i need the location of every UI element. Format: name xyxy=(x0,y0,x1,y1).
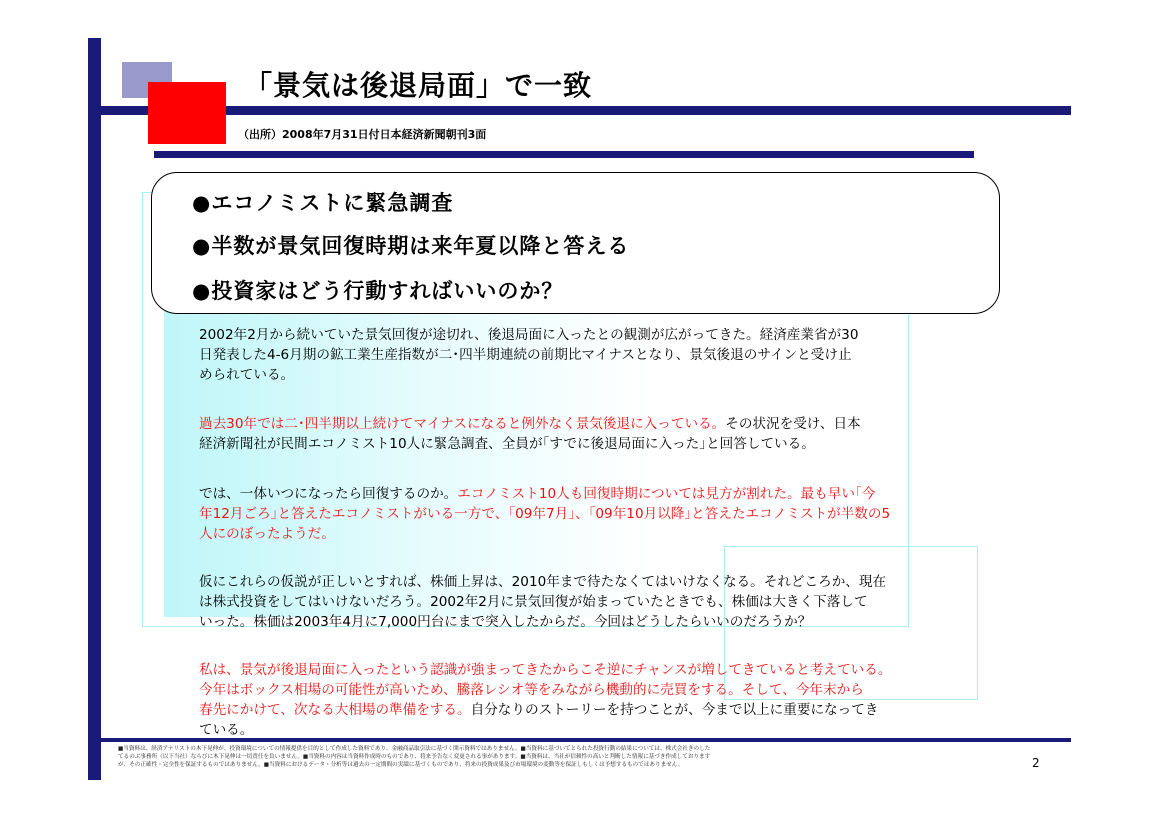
paragraph-3 xyxy=(199,484,969,544)
source-citation: （出所）2008年7月31日付日本経済新聞朝刊3面 xyxy=(238,128,487,141)
title-underline xyxy=(101,106,1071,115)
body-text: では、一体いつになったら回復するのか。 xyxy=(199,486,458,502)
left-accent-bar xyxy=(88,38,101,780)
paragraph-5 xyxy=(199,660,969,740)
paragraph-2 xyxy=(199,414,969,454)
disclaimer xyxy=(118,745,1008,769)
headline-item: ●エコノミストに緊急調査 xyxy=(192,191,454,215)
text-line: いった。株価は2003年4月に7,000円台にまで突入したからだ。今回はどうしたらいいのだろうか？ xyxy=(199,614,812,630)
text-line: 私は、景気が後退局面に入ったという認識が強まってきたからこそ逆にチャンスが増してきていると考えている。 xyxy=(199,662,892,678)
text-line: ている。 xyxy=(199,722,254,738)
disclaimer-line: てるのぶ事務所（以下当社）ならびに木下晃伸は一切責任を負いません。■当資料の内容は当資料作成時のものであり、将来予告なく変更される事があります。■当資料は、当社が信頼性の高いと判断した情報に基づき作成しております xyxy=(118,754,711,760)
body-text: その状況を受け、日本 xyxy=(725,416,861,432)
page-number: 2 xyxy=(1032,756,1040,770)
emphasis-text: 春先にかけて、次なる大相場の準備をする。 xyxy=(199,702,471,718)
text-line: 日発表した4-6月期の鉱工業生産指数が二･四半期連続の前期比マイナスとなり、景気後退のサインと受け止 xyxy=(199,347,852,363)
body-text: 自分なりのストーリーを持つことが、今まで以上に重要になってき xyxy=(470,702,879,718)
text-line: 年12月ごろ｣と答えたエコノミストがいる一方で、｢09年7月｣、｢09年10月以降｣と答えたエコノミストが半数の5 xyxy=(199,506,891,522)
paragraph-4 xyxy=(199,572,969,632)
disclaimer-line: が、その正確性・完全性を保証するものではありません。■当資料におけるデータ・分析等は過去の一定期間の実績に基づくものであり、将来の投資成果及び市場環境の変動等を保証しもしくは予想するものではありません。 xyxy=(118,762,684,768)
paragraph-1 xyxy=(199,325,969,385)
footer-line xyxy=(101,738,1071,742)
text-line xyxy=(199,414,969,434)
text-line: 仮にこれらの仮説が正しいとすれば、株価上昇は、2010年まで待たなくてはいけなくなる。それどころか、現在 xyxy=(199,574,887,590)
decor-square-red xyxy=(148,82,226,144)
text-line: は株式投資をしてはいけないだろう。2002年2月に景気回復が始まっていたときでも、株価は大きく下落して xyxy=(199,594,868,610)
text-line: 経済新聞社が民間エコノミスト10人に緊急調査、全員が｢すでに後退局面に入った｣と回答している。 xyxy=(199,436,815,452)
text-line xyxy=(199,484,969,504)
text-line: められている。 xyxy=(199,367,295,383)
emphasis-text: 過去30年では二･四半期以上続けてマイナスになると例外なく景気後退に入っている。 xyxy=(199,416,726,432)
text-line: 今年はボックス相場の可能性が高いため、騰落レシオ等をみながら機動的に売買をする。そして、今年末から xyxy=(199,682,864,698)
source-underline xyxy=(154,151,974,158)
text-line xyxy=(199,700,969,720)
headline-item: ●半数が景気回復時期は来年夏以降と答える xyxy=(192,234,630,258)
text-line: 人にのぼったようだ。 xyxy=(199,526,335,542)
headline-item: ●投資家はどう行動すればいいのか？ xyxy=(192,279,564,303)
disclaimer-line: ■当資料は、経済アナリストの木下晃伸が、投資環境についての情報提供を目的として作成した資料であり、金融商品取引法に基づく開示資料ではありません。■当資料に基づいてとられた投資行動の結果については、株式会社きのした xyxy=(118,746,711,752)
emphasis-text: エコノミスト10人も回復時期については見方が割れた。最も早い｢今 xyxy=(457,486,876,502)
slide-title: 「景気は後退局面」で一致 xyxy=(244,69,593,102)
text-line: 2002年2月から続いていた景気回復が途切れ、後退局面に入ったとの観測が広がってきた。経済産業省が30 xyxy=(199,327,859,343)
